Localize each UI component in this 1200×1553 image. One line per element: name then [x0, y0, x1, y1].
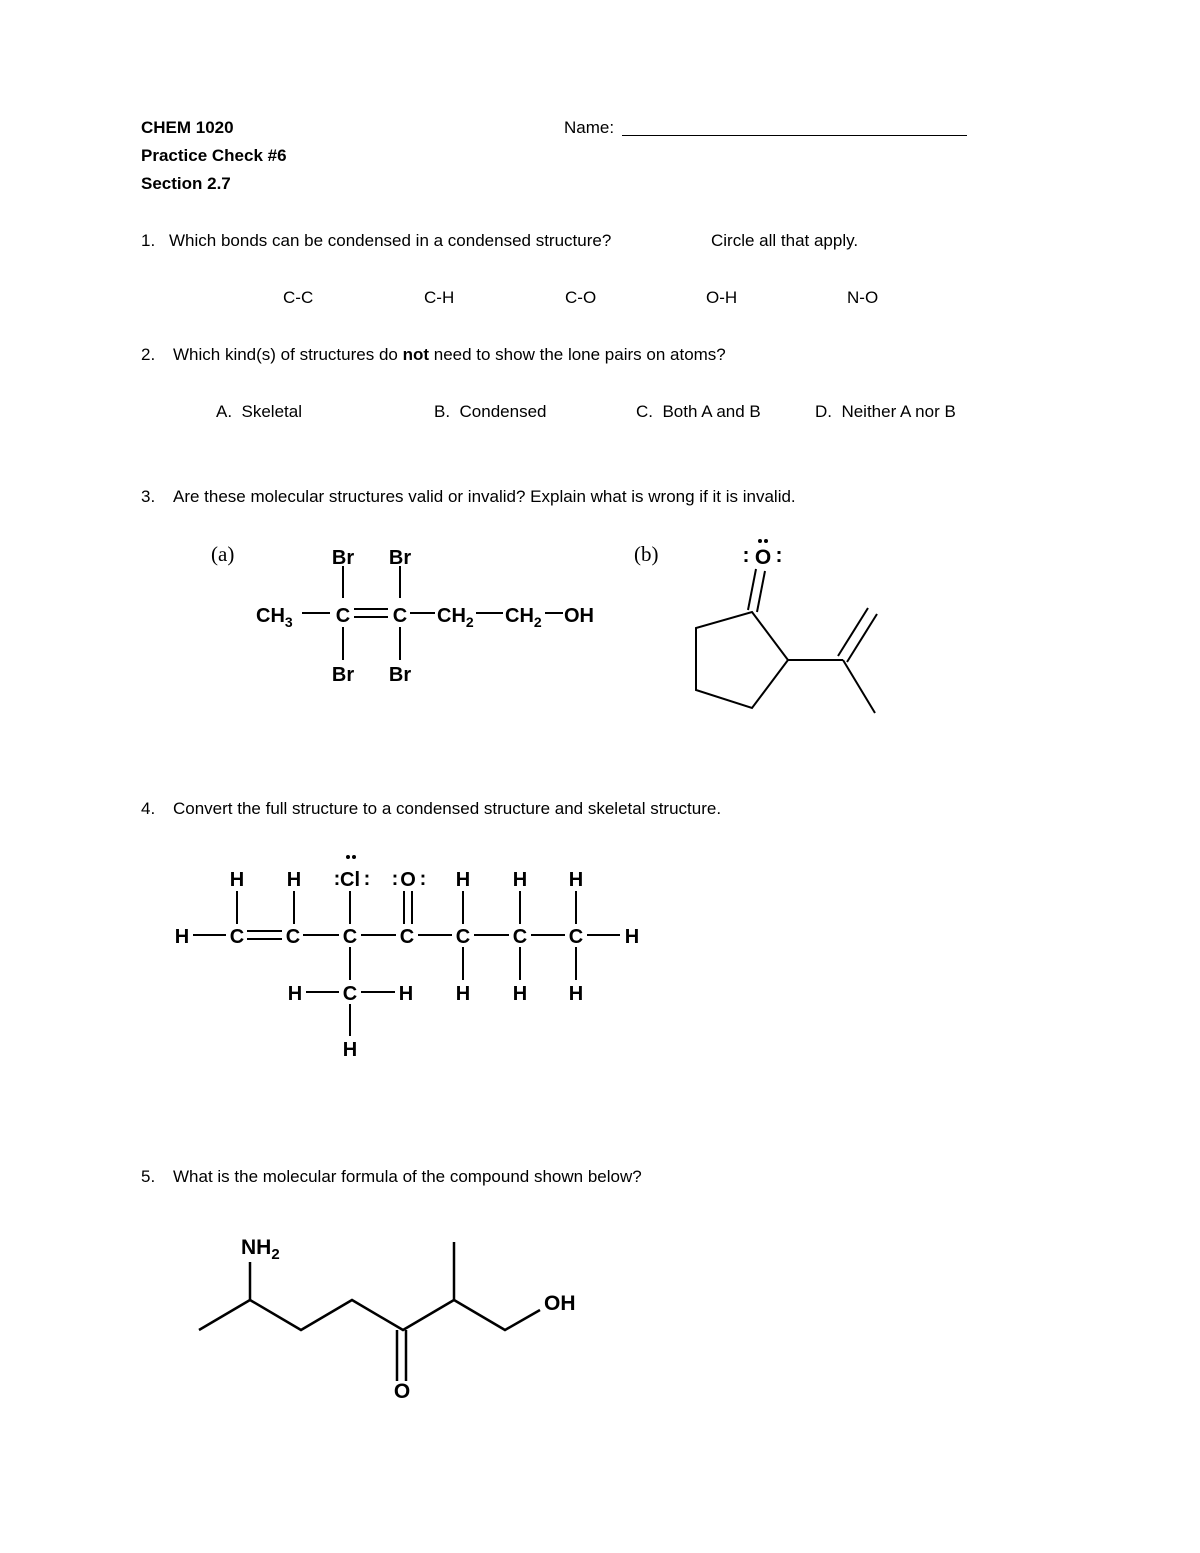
atom-h: H	[455, 869, 471, 891]
q3-label-b: (b)	[634, 542, 659, 566]
q1-option-co[interactable]: C-O	[565, 288, 597, 307]
nh-text: NH	[241, 1236, 272, 1259]
ch3-text: CH	[256, 605, 285, 627]
atom-h: H	[455, 983, 471, 1005]
atom-cl: Cl	[340, 869, 360, 891]
q3-label-a: (a)	[211, 542, 235, 566]
atom-o: O	[754, 546, 772, 569]
course-code: CHEM 1020	[141, 118, 234, 137]
atom-h: H	[229, 869, 245, 891]
choice-letter: D.	[815, 402, 832, 421]
lone-pair-right: :	[363, 868, 371, 890]
section-label: Section 2.7	[141, 174, 231, 193]
lone-pair-left: :	[742, 544, 750, 567]
choice-text: Condensed	[459, 402, 547, 421]
atom-h: H	[287, 983, 303, 1005]
atom-br: Br	[388, 547, 412, 569]
ch2-text: CH	[437, 605, 466, 627]
lone-pair-left: :	[333, 868, 341, 890]
atom-c: C	[229, 926, 245, 948]
atom-h: H	[512, 983, 528, 1005]
lone-pair-right: :	[775, 544, 783, 567]
atom-br: Br	[331, 664, 355, 686]
group-nh2	[241, 1236, 280, 1263]
name-label: Name:	[564, 118, 615, 137]
lone-pair-right: :	[419, 868, 427, 890]
atom-c: C	[512, 926, 528, 948]
q1-instruction: Circle all that apply.	[711, 231, 859, 250]
atom-br: Br	[388, 664, 412, 686]
q1-number: 1.	[141, 231, 156, 250]
atom-c: C	[342, 926, 358, 948]
q4-number: 4.	[141, 799, 156, 818]
lone-pair-left: :	[391, 868, 399, 890]
choice-text: Skeletal	[241, 402, 302, 421]
q5-number: 5.	[141, 1167, 156, 1186]
q4-question: Convert the full structure to a condensed structure and skeletal structure.	[173, 799, 722, 818]
group-oh: OH	[564, 605, 594, 627]
atom-c: C	[568, 926, 584, 948]
q2-question-pre: Which kind(s) of structures do	[173, 345, 403, 364]
atom-h: H	[174, 926, 190, 948]
choice-letter: A.	[216, 402, 233, 421]
group-oh: OH	[544, 1292, 576, 1315]
atom-o: O	[393, 1380, 411, 1403]
atom-c: C	[392, 605, 408, 627]
choice-letter: B.	[434, 402, 451, 421]
q1-option-oh[interactable]: O-H	[706, 288, 738, 307]
q1-question: Which bonds can be condensed in a condensed structure?	[169, 231, 612, 250]
assignment-title: Practice Check #6	[141, 146, 287, 165]
choice-text: Neither A nor B	[841, 402, 956, 421]
q5-question: What is the molecular formula of the compound shown below?	[173, 1167, 642, 1186]
atom-c: C	[455, 926, 471, 948]
ch2-sub: 2	[465, 614, 474, 630]
atom-h: H	[286, 869, 302, 891]
atom-c: C	[285, 926, 301, 948]
atom-c: C	[335, 605, 351, 627]
atom-h: H	[398, 983, 414, 1005]
choice-letter: C.	[636, 402, 653, 421]
atom-c: C	[342, 983, 358, 1005]
q1-option-cc[interactable]: C-C	[283, 288, 314, 307]
ch3-sub: 3	[284, 614, 293, 630]
q1-option-no[interactable]: N-O	[847, 288, 879, 307]
atom-h: H	[568, 983, 584, 1005]
atom-o: O	[400, 869, 416, 891]
nh-sub: 2	[271, 1246, 280, 1263]
ch2-text: CH	[505, 605, 534, 627]
q2-question-bold: not	[402, 345, 430, 364]
atom-h: H	[512, 869, 528, 891]
q3-number: 3.	[141, 487, 156, 506]
ch2-sub: 2	[533, 614, 542, 630]
atom-h: H	[568, 869, 584, 891]
atom-h: H	[624, 926, 640, 948]
atom-h: H	[342, 1039, 358, 1061]
structure-q5-bonds	[199, 1242, 540, 1381]
q2-number: 2.	[141, 345, 156, 364]
q2-question-post: need to show the lone pairs on atoms?	[429, 345, 726, 364]
q1-option-ch[interactable]: C-H	[424, 288, 455, 307]
q3-question: Are these molecular structures valid or invalid? Explain what is wrong if it is invalid.	[173, 487, 796, 506]
atom-br: Br	[331, 547, 355, 569]
atom-c: C	[399, 926, 415, 948]
choice-text: Both A and B	[662, 402, 761, 421]
